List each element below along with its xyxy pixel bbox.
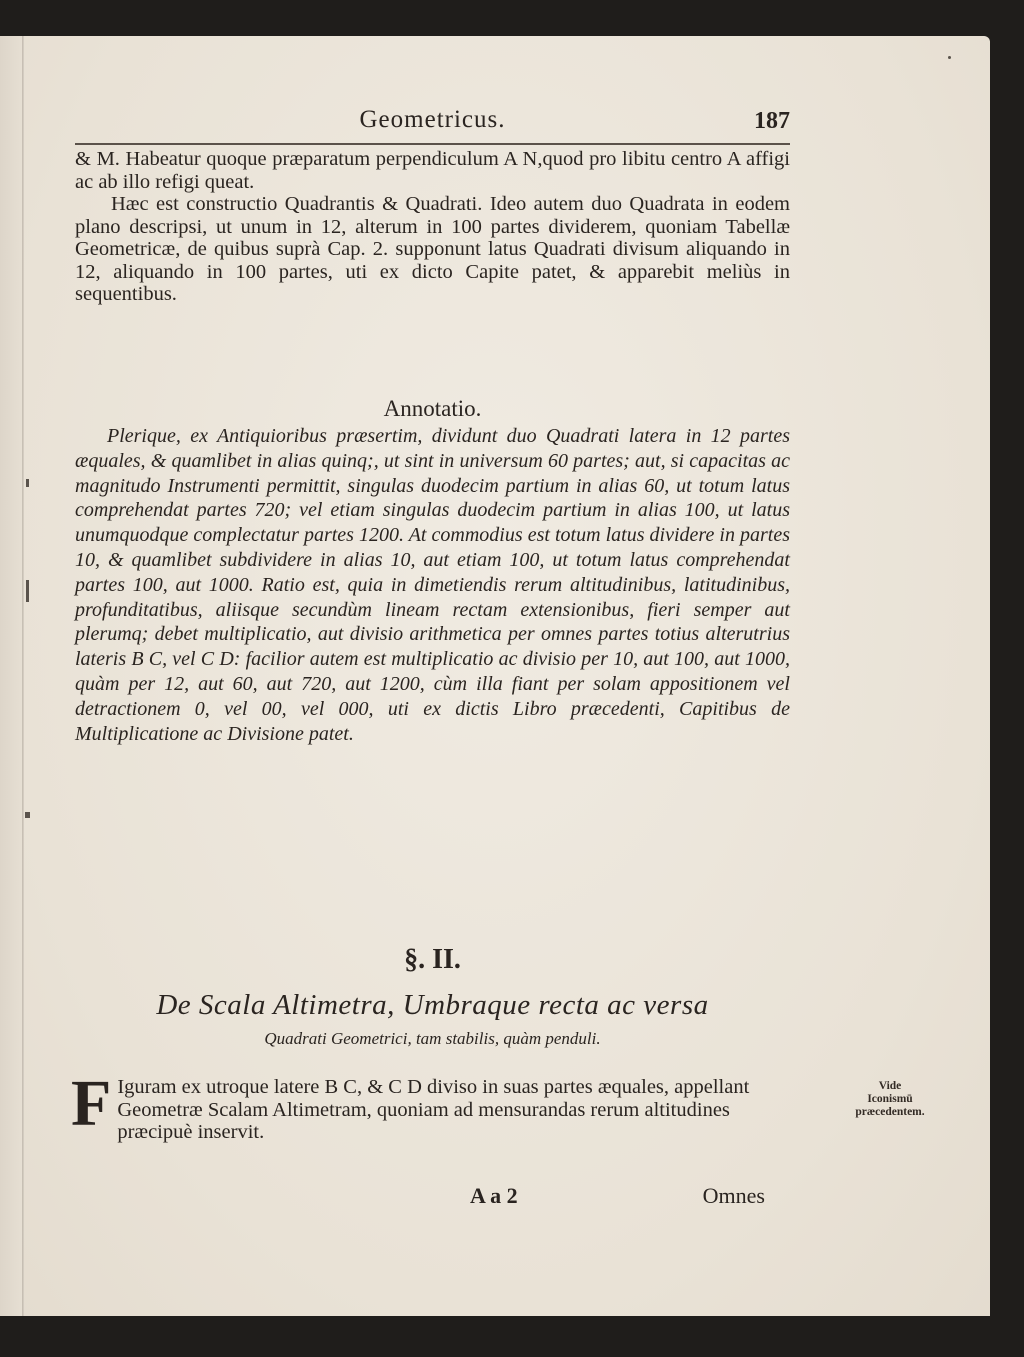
paragraph-continuation xyxy=(75,148,790,306)
ink-speck xyxy=(948,56,951,59)
catchword: Omnes xyxy=(702,1183,765,1208)
margin-note: Vide Iconismū præcedentem. xyxy=(855,1080,925,1118)
gutter-line xyxy=(22,36,24,1316)
margin-mark xyxy=(25,812,30,818)
paragraph-2: Hæc est constructio Quadrantis & Quadrati. Ideo autem duo Quadrata in eodem plano descripsi, ut unum in 12, alterum in 100 partes dividerem, quoniam Tabellæ Geometricæ, de quibus suprà Cap. 2. supponunt latus Quadrati divisum aliquando in 12, aliquando in 100 partes, uti ex dicto Capite patet, & apparebit meliùs in sequentibus. xyxy=(75,193,790,305)
annotatio-text: Plerique, ex Antiquioribus præsertim, dividunt duo Quadrati latera in 12 partes æquales, & quamlibet in alias quinq;, ut sint in universum 60 partes; aut, si capacitas ac magnitudo Instrumenti permittit, singulas duodecim partium in alias 60, ut totum latus comprehendat partes 720; vel etiam singulas duodecim partium in alias 100, ut latus unumquodque complectatur partes 1200. At commodius est totum latus dividere in partes 10, & quamlibet subdividere in alias 10, aut etiam 100, ut totum latus comprehendat partes 100, aut 1000. Ratio est, quia in dimetiendis rerum altitudinibus, latitudinibus, profunditatibus, aliisque secundùm lineam rectam extensionibus, fieri semper aut plerumq; debet multiplicatio, aut divisio arithmetica per omnes partes totius alterutrius lateris B C, vel C D: facilior autem est multiplicatio ac divisio per 10, aut 100, aut 1000, quàm per 12, aut 60, aut 720, aut 1200, cùm illa fiant per solam appositionem vel detractionem 0, vel 00, vel 000, uti ex dictis Libro præcedenti, Capitibus de Multiplicatione ac Divisione patet. xyxy=(75,425,790,745)
book-page xyxy=(0,36,990,1316)
page-number: 187 xyxy=(754,108,790,134)
paragraph-3 xyxy=(71,1067,790,1144)
annotatio-heading: Annotatio. xyxy=(383,396,482,421)
running-head xyxy=(75,106,790,140)
paragraph-1: & M. Habeatur quoque præparatum perpendiculum A N,quod pro libitu centro A affigi ac ab illo refigi queat. xyxy=(75,148,790,193)
section-title: De Scala Altimetra, Umbraque recta ac versa xyxy=(156,989,709,1021)
margin-mark xyxy=(26,580,29,602)
gutter-shade xyxy=(0,36,22,1316)
section-number: §. II. xyxy=(404,944,461,975)
running-title: Geometricus. xyxy=(359,106,506,133)
header-rule xyxy=(75,143,790,145)
paragraph-3-text: Iguram ex utroque latere B C, & C D diviso in suas partes æquales, appellant Geometræ Scalam Altimetram, quoniam ad mensurandas rerum altitudines præcipuè inservit. xyxy=(117,1076,750,1143)
margin-mark xyxy=(26,479,29,487)
drop-cap: F xyxy=(71,1067,112,1140)
annotatio-body xyxy=(75,424,790,746)
signature-mark: A a 2 xyxy=(470,1183,518,1208)
section-subtitle: Quadrati Geometrici, tam stabilis, quàm penduli. xyxy=(264,1029,601,1048)
